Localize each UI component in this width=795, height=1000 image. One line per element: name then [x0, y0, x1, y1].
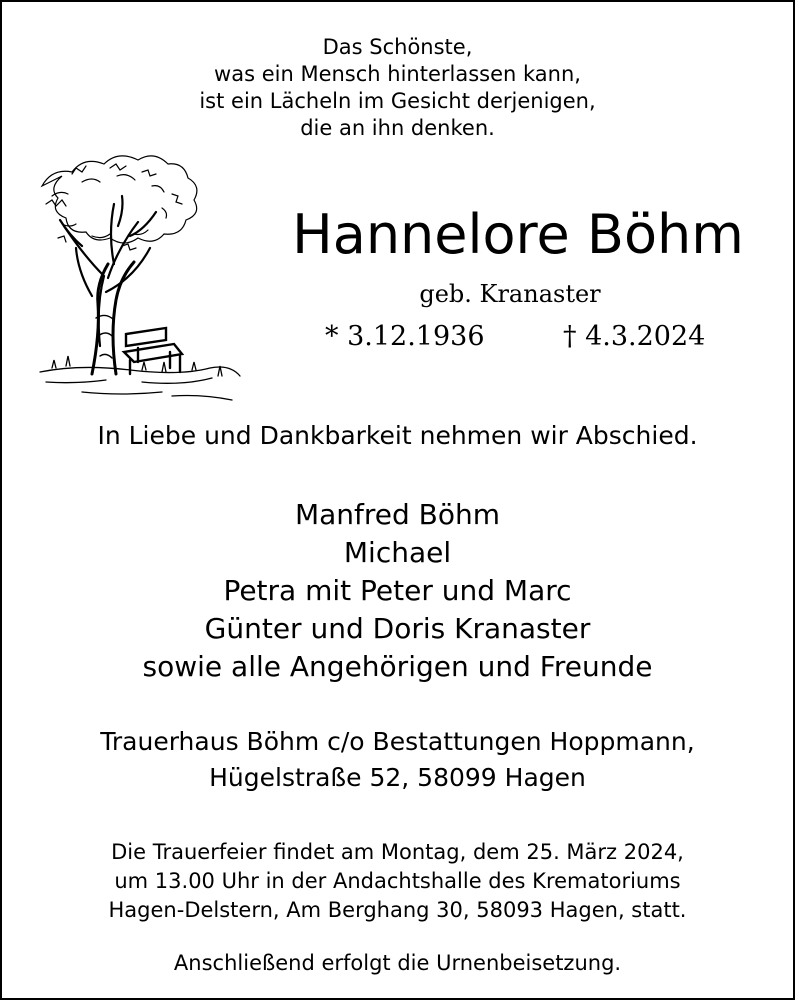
mourner-line: sowie alle Angehörigen und Freunde — [142, 650, 653, 683]
tree-branches — [60, 196, 156, 346]
ground-lines — [40, 356, 240, 400]
tree-with-bench-illustration — [22, 146, 254, 406]
mourner-line: Petra mit Peter und Marc — [223, 574, 572, 607]
address-line: Trauerhaus Böhm c/o Bestattungen Hoppmann, — [100, 727, 695, 756]
ceremony-line: Hagen-Delstern, Am Berghang 30, 58093 Hagen, statt. — [108, 898, 687, 922]
poem-line: die an ihn denken. — [300, 116, 495, 140]
poem-line: ist ein Lächeln im Gesicht derjenigen, — [199, 89, 596, 113]
mourner-line: Günter und Doris Kranaster — [204, 612, 591, 645]
farewell-text: In Liebe und Dankbarkeit nehmen wir Abschied. — [97, 421, 698, 450]
tree-canopy — [42, 156, 197, 250]
memorial-poem — [0, 34, 795, 142]
birth-date: * 3.12.1936 — [325, 321, 485, 352]
death-date: † 4.3.2024 — [563, 321, 706, 352]
mourners-list — [0, 496, 795, 686]
deceased-name: Hannelore Böhm — [292, 203, 744, 266]
poem-line: Das Schönste, — [322, 35, 473, 59]
ceremony-line: Die Trauerfeier findet am Montag, dem 25. März 2024, — [111, 840, 684, 864]
poem-line: was ein Mensch hinterlassen kann, — [214, 62, 581, 86]
ceremony-details — [0, 838, 795, 925]
bench-icon — [124, 328, 182, 374]
ceremony-line: um 13.00 Uhr in der Andachtshalle des Krematoriums — [114, 869, 681, 893]
address-line: Hügelstraße 52, 58099 Hagen — [209, 763, 586, 792]
mourner-line: Michael — [343, 536, 452, 569]
closing-note: Anschließend erfolgt die Urnenbeisetzung. — [173, 951, 622, 975]
mourning-address — [0, 724, 795, 796]
mourner-line: Manfred Böhm — [294, 498, 501, 531]
birth-name: geb. Kranaster — [419, 280, 601, 308]
